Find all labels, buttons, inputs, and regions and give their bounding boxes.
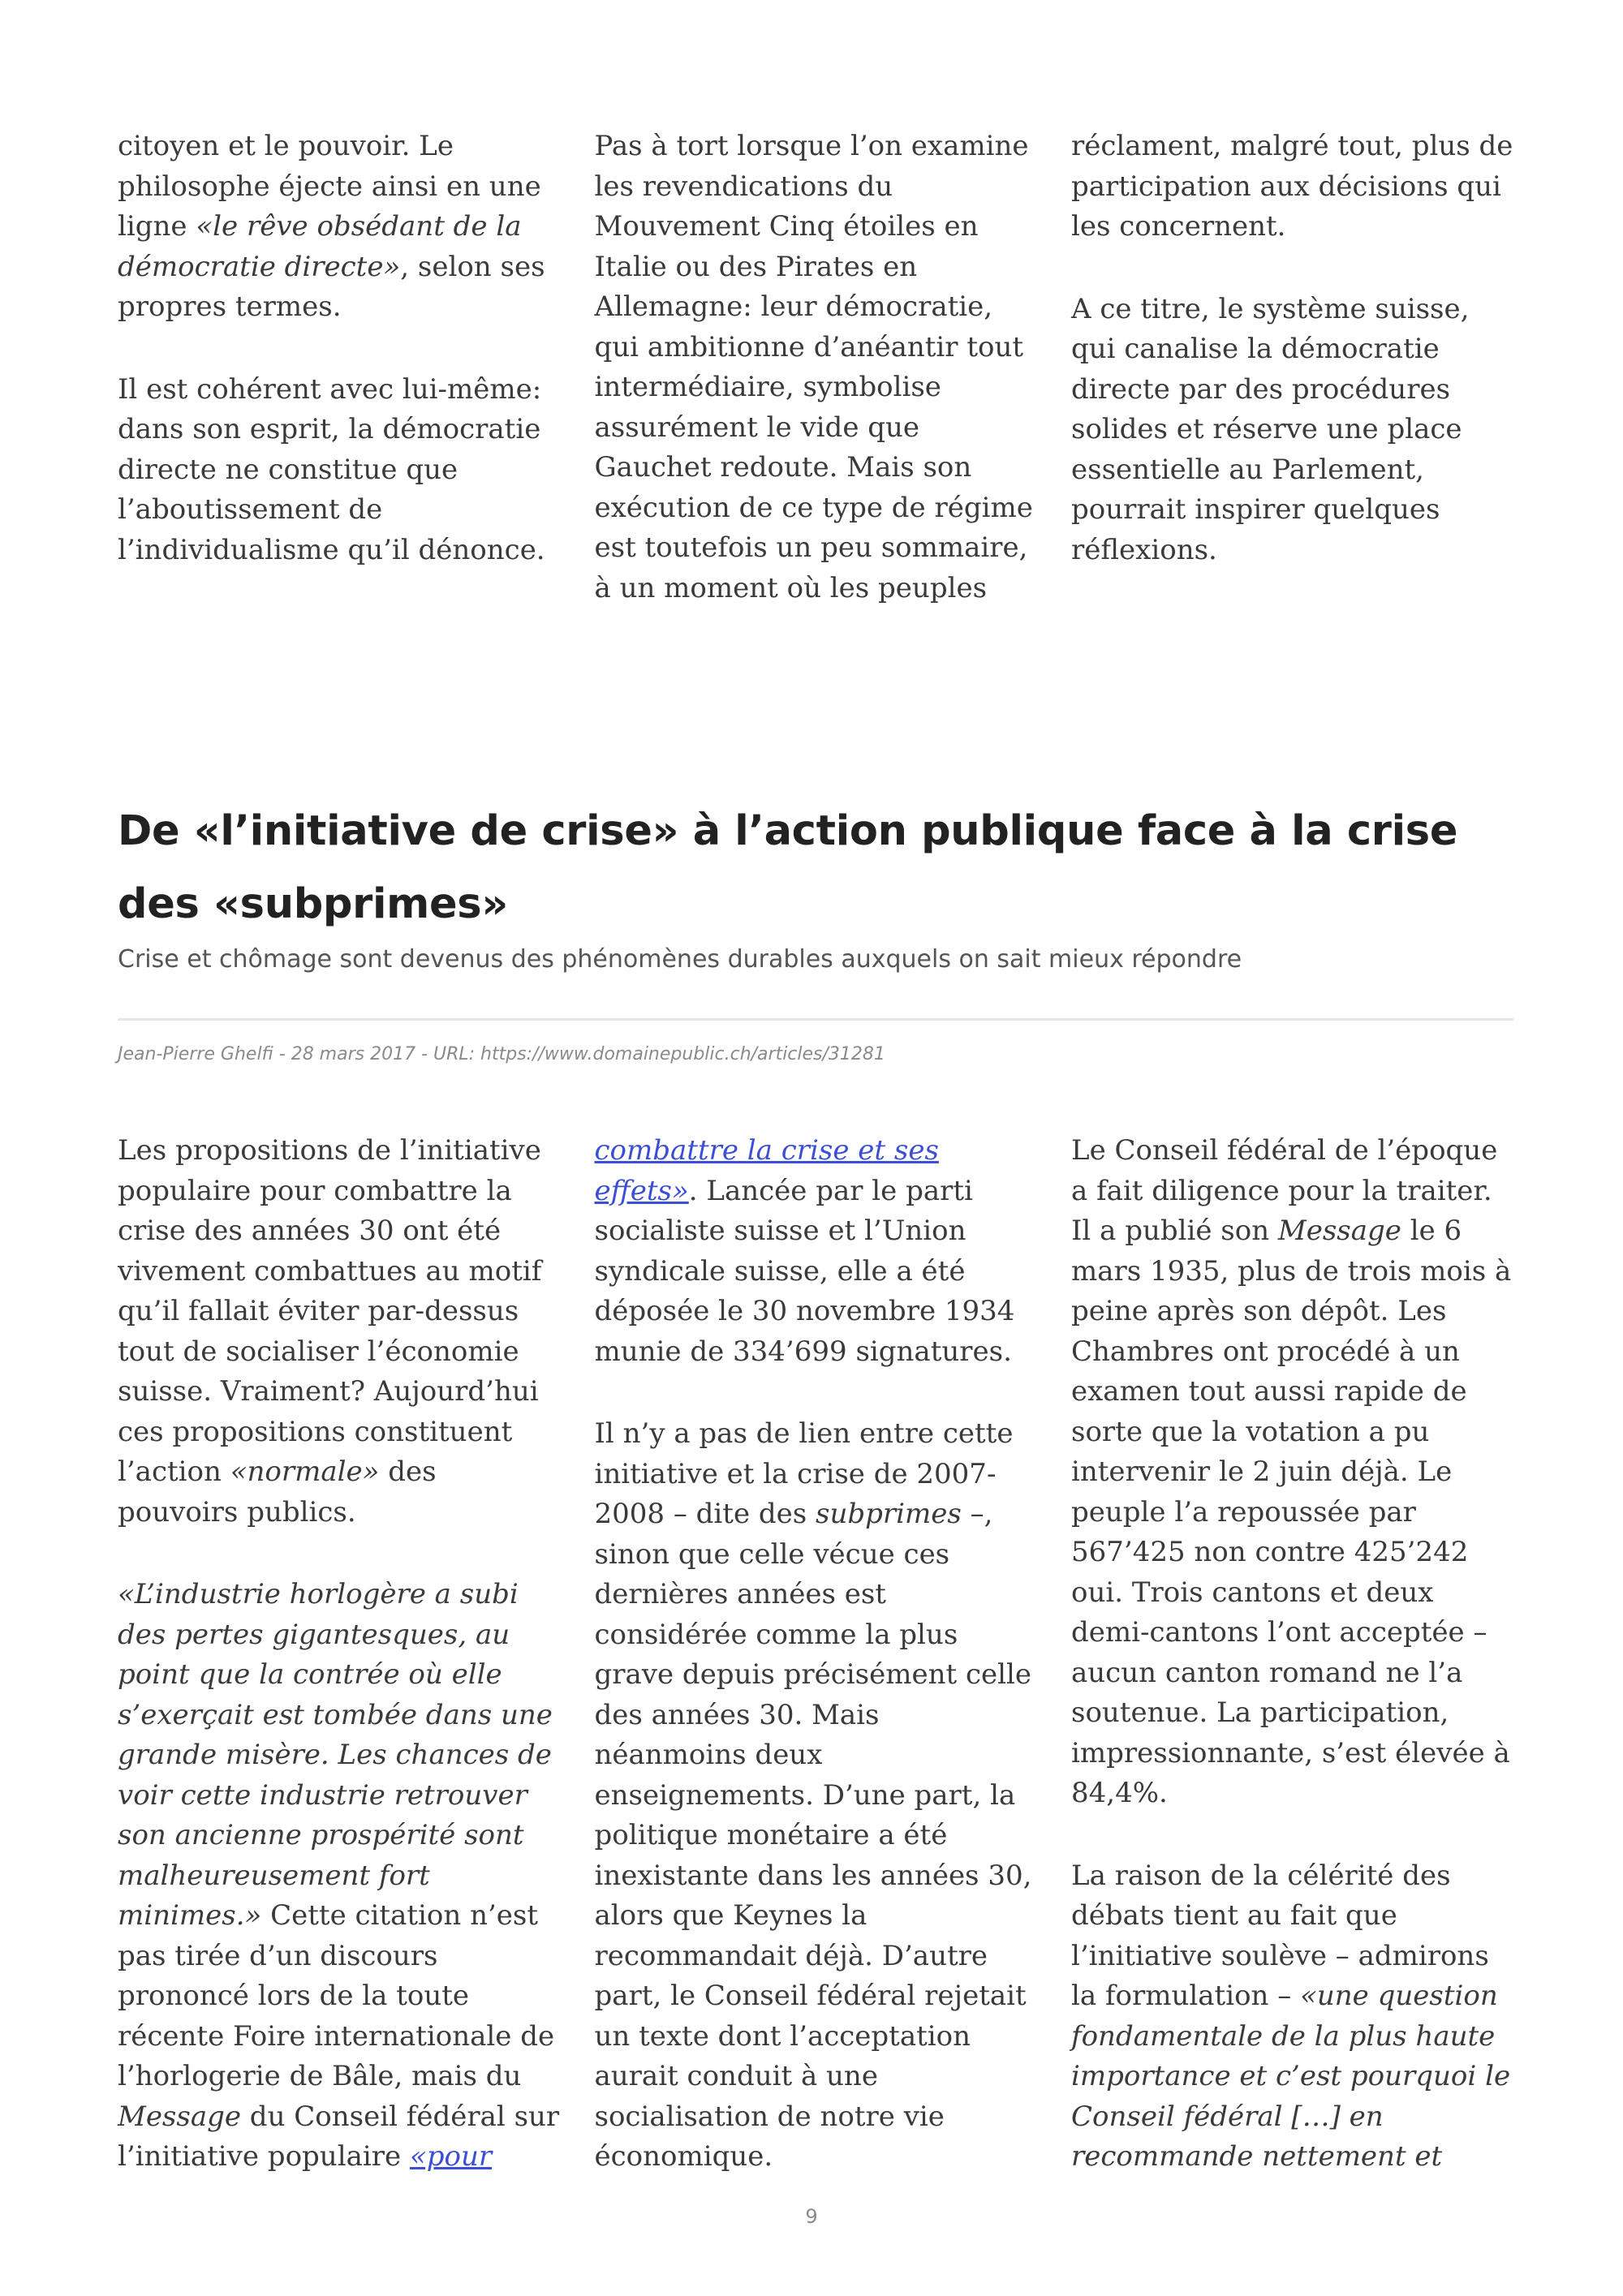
paragraph: Il n’y a pas de lien entre cette initiative et la crise de 2007-2008 – dite des subprimes –, sinon que celle vécue ces dernières années est considérée comme la plus grave depuis précisément celle des années 30. Mais néanmoins deux enseignements. D’une part, la politique monétaire a été inexistante dans les années 30, alors que Keynes la recommandait déjà. D’autre part, le Conseil fédéral rejetait un texte dont l’acceptation aurait conduit à une socialisation de notre vie économique.	[594, 1417, 1032, 2173]
quote: «L’industrie horlogère a subi des pertes gigantesques, au point que la contrée où elle s’exerçait est tombée dans une grande misère. Les chances de voir cette industrie retrouver son ancienne prospérité sont malheureusement fort minimes.»	[118, 1578, 553, 1932]
paragraph: réclament, malgré tout, plus de participation aux décisions qui les concernent.	[1071, 130, 1513, 243]
article-meta: Jean-Pierre Ghelfi - 28 mars 2017 - URL: https://www.domainepublic.ch/articles/31281	[118, 1044, 885, 1064]
paragraph: citoyen et le pouvoir. Le philosophe éjecte ainsi en une ligne «le rêve obsédant de la démocratie directe», selon ses propres termes.	[118, 130, 545, 323]
paragraph: Pas à tort lorsque l’on examine les revendications du Mouvement Cinq étoiles en Italie ou des Pirates en Allemagne: leur démocratie, qui ambitionne d’anéantir tout intermédiaire, symbolise assurément le vide que Gauchet redoute. Mais son exécution de ce type de régime est toutefois un peu sommaire, à un moment où les peuples	[594, 130, 1033, 604]
previous-article-continuation	[118, 127, 1513, 608]
paragraph: Il est cohérent avec lui-même: dans son esprit, la démocratie directe ne constitue que l’aboutissement de l’individualisme qu’il dénonce.	[118, 372, 545, 566]
text-column-1	[118, 1131, 560, 2178]
text-column-2	[595, 127, 1037, 608]
initiative-link-continued[interactable]: combattre la crise et ses effets»	[594, 1134, 939, 1207]
quote: «une question fondamentale de la plus haute importance et c’est pourquoi le Conseil fédéral […] en recommande nettement et	[1071, 1980, 1511, 2173]
page-number: 9	[805, 2205, 818, 2228]
subprimes-term: subprimes	[816, 1498, 962, 1530]
text-column-3	[1071, 1131, 1513, 2178]
paragraph: «L’industrie horlogère a subi des pertes gigantesques, au point que la contrée où elle s’exerçait est tombée dans une grande misère. Les chances de voir cette industrie retrouver son ancienne prospérité sont malheureusement fort minimes.» Cette citation n’est pas tirée d’un discours prononcé lors de la toute récente Foire internationale de l’horlogerie de Bâle, mais du Message du Conseil fédéral sur l’initiative populaire «pour	[118, 1578, 560, 2173]
message-title: Message	[118, 2100, 241, 2133]
text-column-2	[595, 1131, 1037, 2178]
paragraph: Le Conseil fédéral de l’époque a fait diligence pour la traiter. Il a publié son Message le 6 mars 1935, plus de trois mois à peine après son dépôt. Les Chambres ont procédé à un examen tout aussi rapide de sorte que la votation a pu intervenir le 2 juin déjà. Le peuple l’a repoussée par 567’425 non contre 425’242 oui. Trois cantons et deux demi-cantons l’ont acceptée – aucun canton romand ne l’a soutenue. La participation, impressionnante, s’est élevée à 84,4%.	[1071, 1134, 1512, 1809]
article-body	[118, 1131, 1513, 2178]
quote: «normale»	[230, 1455, 380, 1488]
paragraph: A ce titre, le système suisse, qui canalise la démocratie directe par des procédures solides et réserve une place essentielle au Parlement, pourrait inspirer quelques réflexions.	[1071, 292, 1470, 566]
quote: «le rêve obsédant de la démocratie directe»	[118, 210, 522, 283]
text-column-3	[1071, 127, 1513, 608]
paragraph: combattre la crise et ses effets». Lancée par le parti socialiste suisse et l’Union syndicale suisse, elle a été déposée le 30 novembre 1934 munie de 334’699 signatures.	[594, 1134, 1015, 1368]
text-column-1	[118, 127, 560, 608]
divider	[118, 1018, 1513, 1021]
message-title: Message	[1277, 1215, 1401, 1247]
initiative-link[interactable]: «pour	[409, 2140, 493, 2173]
article-title: De «l’initiative de crise» à l’action publique face à la crise des «subprimes»	[118, 807, 1458, 928]
paragraph: La raison de la célérité des débats tient au fait que l’initiative soulève – admirons la formulation – «une question fondamentale de la plus haute importance et c’est pourquoi le Conseil fédéral […] en recommande nettement et	[1071, 1859, 1511, 2173]
article-subtitle: Crise et chômage sont devenus des phénomènes durables auxquels on sait mieux répondre	[118, 945, 1242, 974]
paragraph: Les propositions de l’initiative populaire pour combattre la crise des années 30 ont été vivement combattues au motif qu’il fallait éviter par-dessus tout de socialiser l’économie suisse. Vraiment? Aujourd’hui ces propositions constituent l’action «normale» des pouvoirs publics.	[118, 1134, 542, 1529]
